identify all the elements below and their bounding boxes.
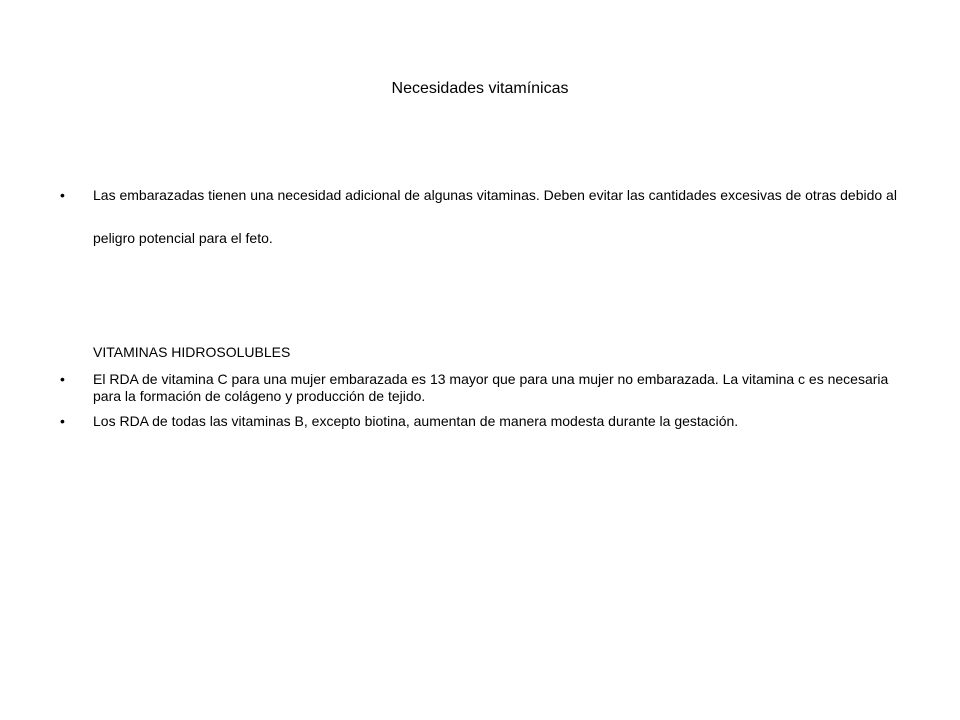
intro-text: Las embarazadas tienen una necesidad adicional de algunas vitaminas. Deben evitar las cantidades excesivas de otras debido al peligro potencial para el feto. xyxy=(93,187,897,246)
slide-title: Necesidades vitamínicas xyxy=(391,80,569,97)
section-subheading: VITAMINAS HIDROSOLUBLES xyxy=(93,344,291,360)
list-item-text: El RDA de vitamina C para una mujer embarazada es 13 mayor que para una mujer no embarazada. La vitamina c es necesaria para la formación de colágeno y producción de tejido. xyxy=(93,371,889,404)
bullet-icon: • xyxy=(60,413,65,429)
bullet-icon: • xyxy=(60,371,65,387)
bullet-icon: • xyxy=(60,187,65,203)
list-item-text: Los RDA de todas las vitaminas B, excepto biotina, aumentan de manera modesta durante la gestación. xyxy=(93,413,739,429)
